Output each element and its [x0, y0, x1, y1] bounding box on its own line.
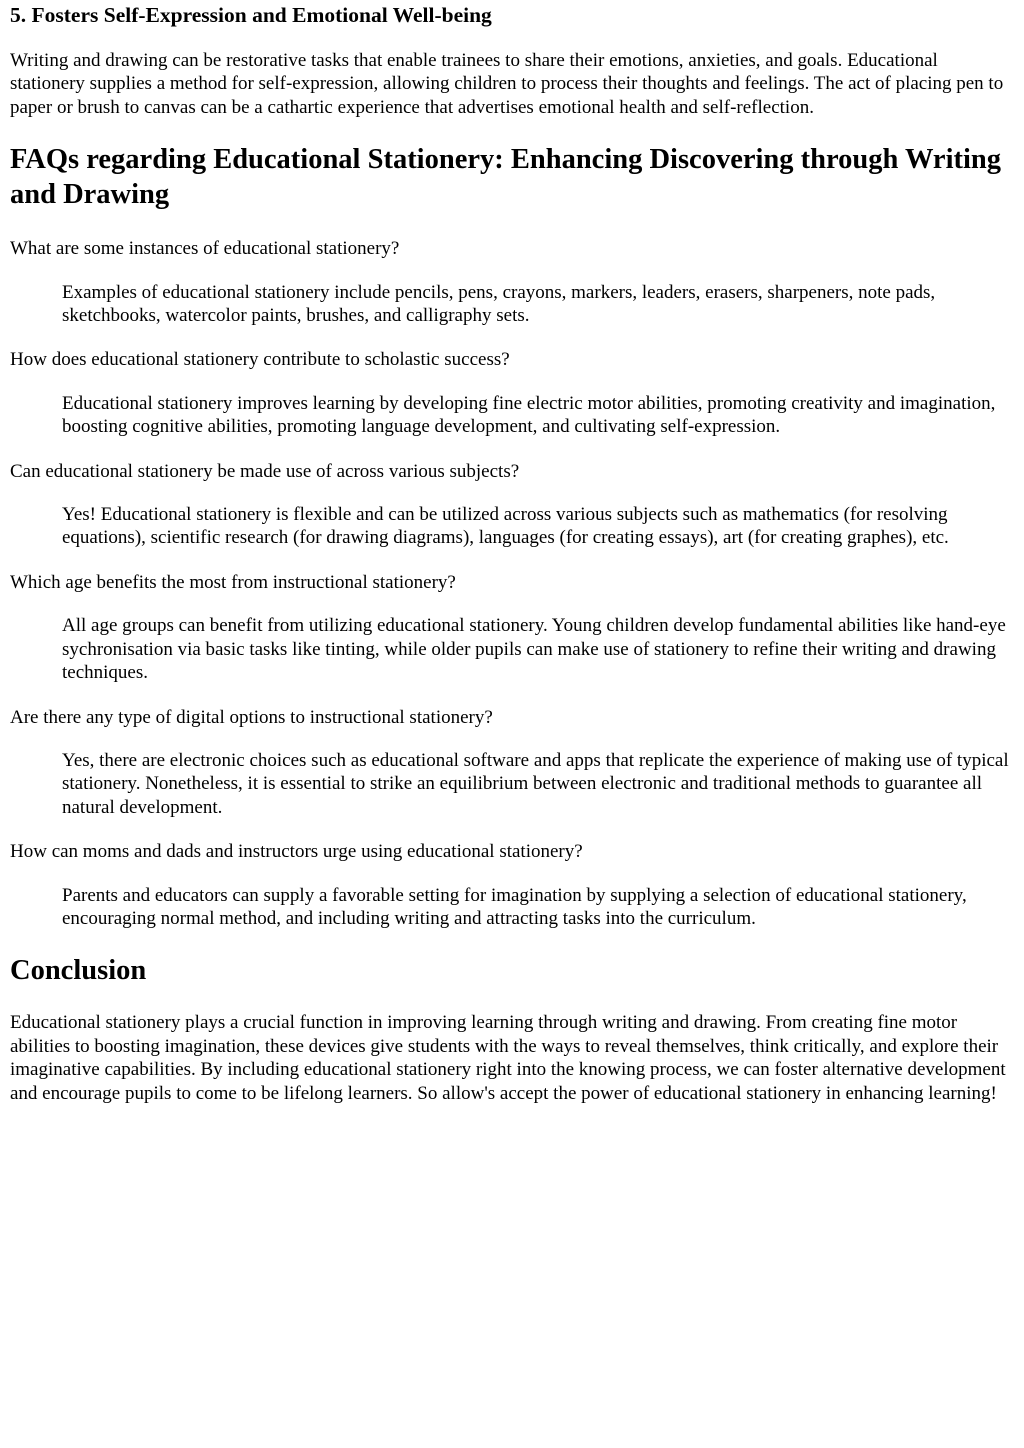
conclusion-paragraph: Educational stationery plays a crucial function in improving learning through writing and drawing. From creating fine motor abilities to boosting imagination, these devices give students with the ways to reveal themselves, think critically, and explore their imaginative capabilities. By including educational stationery right into the knowing process, we can foster alternative development and encourage pupils to come to be lifelong learners. So allow's accept the power of educational stationery in enhancing learning!	[10, 1012, 1006, 1104]
section-5-heading: 5. Fosters Self-Expression and Emotional Well-being	[10, 3, 492, 27]
faq-answer-3: Yes! Educational stationery is flexible and can be utilized across various subjects such as mathematics (for resolving equations), scientific research (for drawing diagrams), languages (for creating essays), art (for creating graphes), etc.	[62, 504, 949, 549]
faq-question-2: How does educational stationery contribute to scholastic success?	[10, 349, 510, 371]
faq-answer-5: Yes, there are electronic choices such as educational software and apps that replicate the experience of making use of typical stationery. Nonetheless, it is essential to strike an equilibrium between electronic and traditional methods to guarantee all natural development.	[62, 749, 1009, 818]
faq-answer-4: All age groups can benefit from utilizing educational stationery. Young children develop fundamental abilities like hand-eye sychronisation via basic tasks like tinting, while older pupils can make use of stationery to refine their writing and drawing techniques.	[62, 615, 1006, 684]
faq-answer-6: Parents and educators can supply a favorable setting for imagination by supplying a selection of educational stationery, encouraging normal method, and including writing and attracting tasks into the curriculum.	[62, 884, 967, 929]
article-page	[0, 2, 1024, 1105]
conclusion-heading: Conclusion	[10, 955, 147, 987]
faq-question-1: What are some instances of educational stationery?	[10, 238, 400, 260]
faq-answer-1: Examples of educational stationery include pencils, pens, crayons, markers, leaders, erasers, sharpeners, note pads, sketchbooks, watercolor paints, brushes, and calligraphy sets.	[62, 281, 936, 327]
faq-answer-2: Educational stationery improves learning by developing fine electric motor abilities, promoting creativity and imagination, boosting cognitive abilities, promoting language development, and cultivating self-expression.	[62, 392, 996, 438]
faq-heading: FAQs regarding Educational Stationery: Enhancing Discovering through Writing and Drawing	[10, 144, 1002, 211]
faq-question-5: Are there any type of digital options to instructional stationery?	[10, 706, 493, 728]
faq-question-3: Can educational stationery be made use of across various subjects?	[10, 460, 520, 482]
faq-list	[10, 237, 1014, 930]
faq-question-4: Which age benefits the most from instructional stationery?	[10, 571, 456, 593]
section-5-paragraph: Writing and drawing can be restorative tasks that enable trainees to share their emotions, anxieties, and goals. Educational stationery supplies a method for self-expression, allowing children to process their thoughts and feelings. The act of placing pen to paper or brush to canvas can be a cathartic experience that advertises emotional health and self-reflection.	[10, 50, 1004, 118]
faq-question-6: How can moms and dads and instructors urge using educational stationery?	[10, 841, 583, 863]
